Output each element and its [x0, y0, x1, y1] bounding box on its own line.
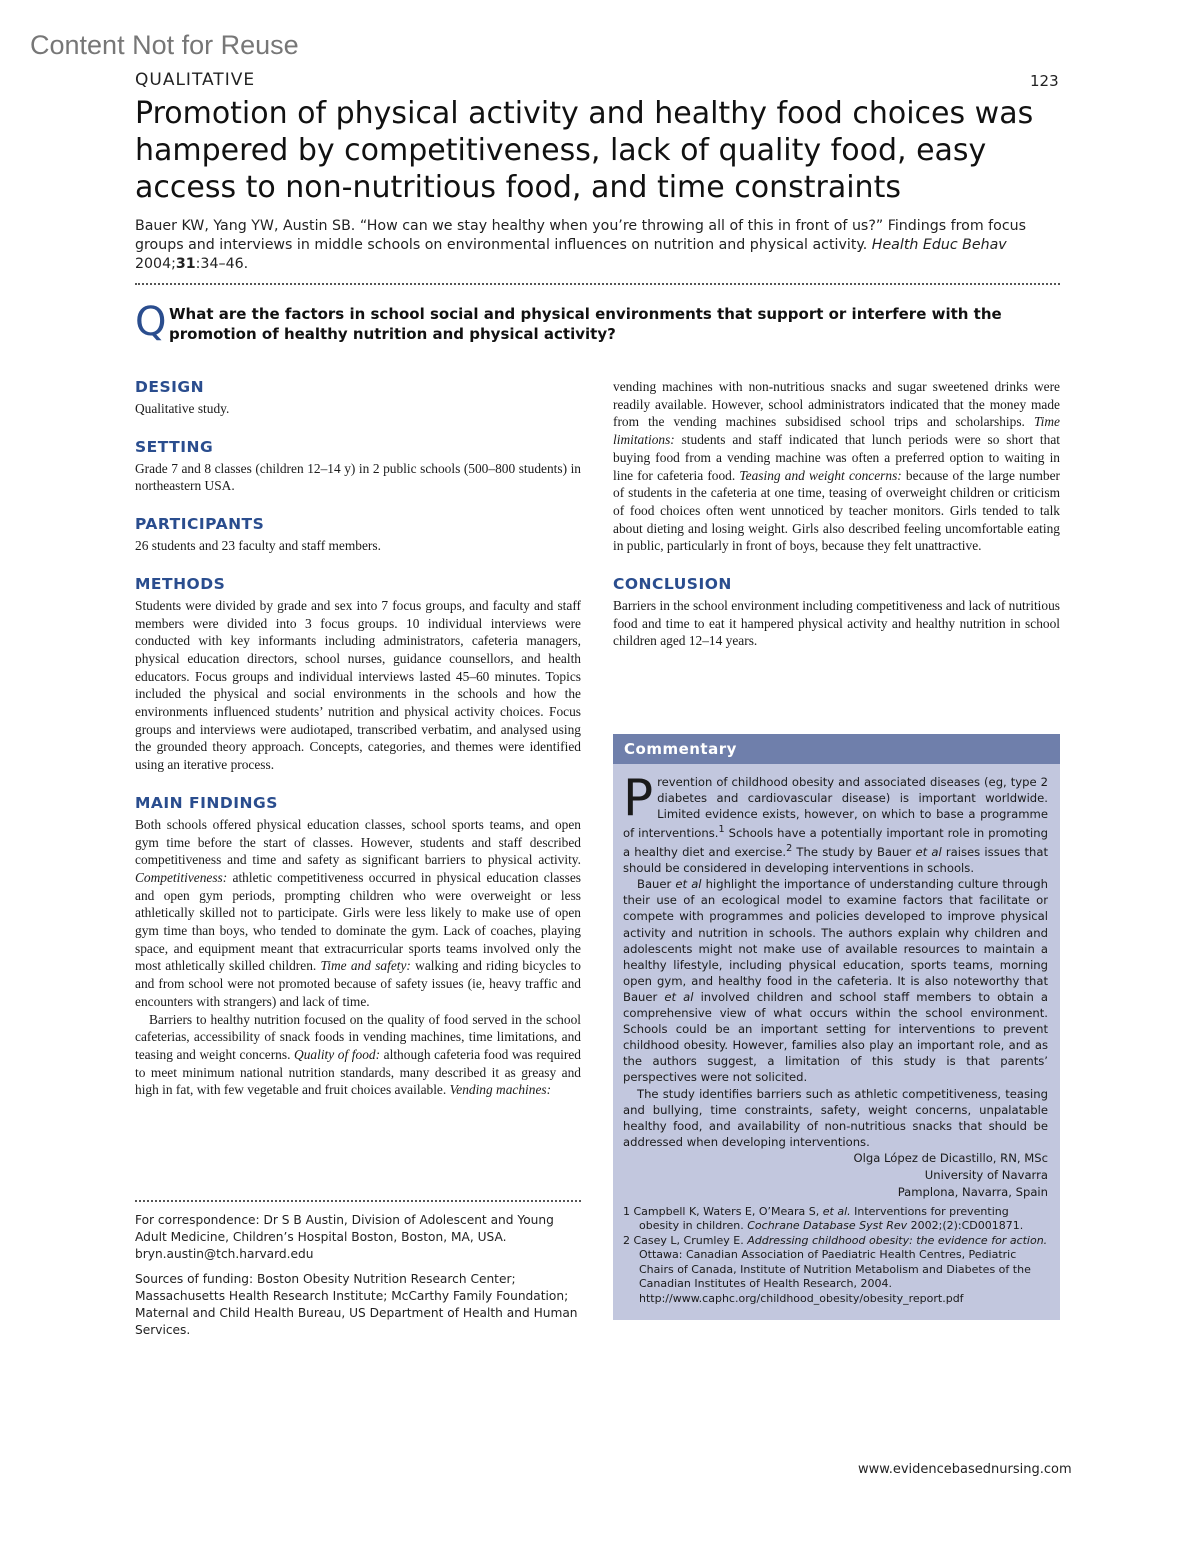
footnotes	[135, 1212, 581, 1347]
commentary-paragraph-3: The study identifies barriers such as athletic competitiveness, teasing and bullying, time constraints, safety, weight concerns, unpalatable healthy food, and availability of non-nutritious snacks that should be addressed when developing interventions.	[623, 1086, 1048, 1149]
design-section	[135, 378, 581, 418]
website-url: www.evidencebasednursing.com	[858, 1462, 1072, 1477]
reference-list	[623, 1205, 1048, 1307]
question-text: What are the factors in school social and physical environments that support or interfere with the promotion of healthy nutrition and physical activity?	[169, 305, 1002, 343]
conclusion-heading: CONCLUSION	[613, 575, 732, 594]
main-findings-paragraph-2a: Barriers to healthy nutrition focused on the quality of food served in the school cafeterias, accessibility of snack foods in vending machines, time limitations, and teasing and weight concerns. Quality of food: although cafeteria food was required to meet minimum national nutrition standards, many described it as greasy and high in fat, with few vegetable and fruit choices available. Vending machines:	[135, 1011, 581, 1098]
methods-text: Students were divided by grade and sex into 7 focus groups, and faculty and staff members were divided into 3 focus groups. 10 individual interviews were conducted with key informants including administrators, cafeteria managers, physical education directors, school nurses, guidance counsellors, and health educators. Focus groups and individual interviews lasted 45–60 minutes. Topics included the physical and social environments in the schools and how the environments influenced students’ nutrition and physical activity choices. Focus groups and interviews were audiotaped, transcribed verbatim, and analysed using the grounded theory approach. Concepts, categories, and themes were identified using an iterative process.	[135, 597, 581, 773]
citation-authors: Bauer KW, Yang YW, Austin SB.	[135, 218, 356, 234]
commentary-body	[613, 764, 1060, 1306]
design-heading: DESIGN	[135, 378, 205, 396]
methods-section	[135, 575, 581, 774]
commentary-paragraph-2: Bauer et al highlight the importance of understanding culture through their use of an ecological model to examine factors that facilitate or compete with programmes and policies developed to improve physical activity and nutrition in schools. The authors explain why children and adolescents might not make use of available resources to maintain a healthy lifestyle, including physical education, sports teams, morning open gym, and healthy food in the cafeteria. It is also noteworthy that Bauer et al involved children and school staff members to obtain a comprehensive view of what occurs within the school environment. Schools could be an important setting for interventions to prevent childhood obesity. However, families also play an important role, and as the authors suggest, a limitation of this study is that parents’ perspectives were not solicited.	[623, 877, 1048, 1085]
methods-heading: METHODS	[135, 574, 226, 593]
divider-top	[135, 283, 1060, 285]
divider-footnote	[135, 1200, 581, 1202]
reference-item: 1 Campbell K, Waters E, O’Meara S, et al. Interventions for preventing obesity in children. Cochrane Database Syst Rev 2002;(2):CD001871.	[623, 1204, 1024, 1233]
citation-quote: “How can we stay healthy when you’re throwing all of this in front of us?” Findings from focus groups and interviews in middle schools on environmental influences on nutrition and physical activity.	[135, 218, 1027, 253]
setting-heading: SETTING	[135, 437, 214, 456]
commentary-paragraph-1: Prevention of childhood obesity and associated diseases (eg, type 2 diabetes and cardiovascular disease) is important worldwide. Limited evidence exists, however, on which to base a programme of interventions.$^1$ Schools have a potentially important role in promoting a healthy diet and exercise.$^2$ The study by Bauer et al raises issues that should be considered in developing interventions in schools.	[623, 769, 1048, 876]
conclusion-text: Barriers in the school environment including competitiveness and lack of nutritious food and time to eat it hampered physical activity and healthy nutrition in school children aged 12–14 years.	[613, 598, 1060, 649]
citation-pages: :34–46.	[195, 256, 249, 272]
right-column	[613, 378, 1060, 670]
commentary-affiliation-1: University of Navarra	[924, 1167, 1048, 1182]
participants-heading: PARTICIPANTS	[135, 515, 265, 534]
commentary-affiliation-2: Pamplona, Navarra, Spain	[897, 1184, 1048, 1199]
conclusion-section	[613, 575, 1060, 650]
left-column	[135, 378, 581, 1119]
participants-text: 26 students and 23 faculty and staff members.	[135, 538, 381, 554]
setting-text: Grade 7 and 8 classes (children 12–14 y) in 2 public schools (500–800 students) in northeastern USA.	[135, 460, 581, 494]
main-findings-paragraph-1: Both schools offered physical education classes, school sports teams, and open gym time before the start of classes. However, students and staff described competitiveness and time and safety as significant barriers to physical activity. Competitiveness: athletic competitiveness occurred in physical education classes and open gym periods, prompting children who were overweight or less athletically skilled not to participate. Girls were less likely to make use of open gym time than boys, who tended to dominate the gym. Lack of coaches, playing space, and equipment meant that extracurricular sports teams involved only the most athletically skilled children. Time and safety: walking and riding bicycles to and from school were not promoted because of safety issues (ie, heavy traffic and encounters with strangers) and lack of time.	[135, 816, 581, 1009]
commentary-box	[613, 734, 1060, 1320]
main-findings-continued	[613, 378, 1060, 555]
reference-item: 2 Casey L, Crumley E. Addressing childhood obesity: the evidence for action. Ottawa: Canadian Association of Paediatric Health Centres, Pediatric Chairs of Canada, Institute of Nutrition Metabolism and Diabetes of the Canadian Institutes of Health Research, 2004. http://www.caphc.org/childhood_obesity/obesity_report.pdf	[623, 1233, 1048, 1305]
main-findings-heading: MAIN FINDINGS	[135, 793, 278, 812]
citation-volume: 31	[175, 256, 196, 272]
section-label: QUALITATIVE	[135, 70, 256, 90]
commentary-heading: Commentary	[613, 734, 1060, 764]
citation-journal: Health Educ Behav	[871, 237, 1007, 253]
citation	[135, 217, 1060, 274]
citation-year: 2004;	[135, 256, 176, 272]
participants-section	[135, 515, 581, 555]
watermark: Content Not for Reuse	[30, 30, 299, 60]
page-number: 123	[1030, 72, 1059, 90]
correspondence-note: For correspondence: Dr S B Austin, Division of Adolescent and Young Adult Medicine, Children’s Hospital Boston, Boston, MA, USA. bryn.austin@tch.harvard.edu	[135, 1213, 554, 1261]
main-findings-section	[135, 794, 581, 1099]
setting-section	[135, 438, 581, 495]
commentary-author: Olga López de Dicastillo, RN, MSc	[853, 1150, 1048, 1165]
article-title: Promotion of physical activity and healthy food choices was hampered by competitiveness, lack of quality food, easy access to non-nutritious food, and time constraints	[135, 96, 1034, 205]
design-text: Qualitative study.	[135, 401, 230, 416]
main-findings-paragraph-2b: vending machines with non-nutritious snacks and sugar sweetened drinks were readily available. However, school administrators indicated that the money made from the vending machines subsidised school trips and scholarships. Time limitations: students and staff indicated that lunch periods were so short that buying food from a vending machine was often a preferred option to waiting in line for cafeteria food. Teasing and weight concerns: because of the large number of students in the cafeteria at one time, teasing of overweight children or criticism of food choices often went unnoticed by teacher monitors. Girls tended to talk about dieting and losing weight. Girls also described feeling uncomfortable eating in public, particularly in front of boys, because they felt unattractive.	[613, 379, 1060, 554]
funding-note: Sources of funding: Boston Obesity Nutrition Research Center; Massachusetts Health Research Institute; McCarthy Family Foundation; Maternal and Child Health Bureau, US Department of Health and Human Services.	[135, 1272, 578, 1337]
dropcap: P	[623, 769, 654, 827]
question-letter: Q	[135, 299, 167, 345]
